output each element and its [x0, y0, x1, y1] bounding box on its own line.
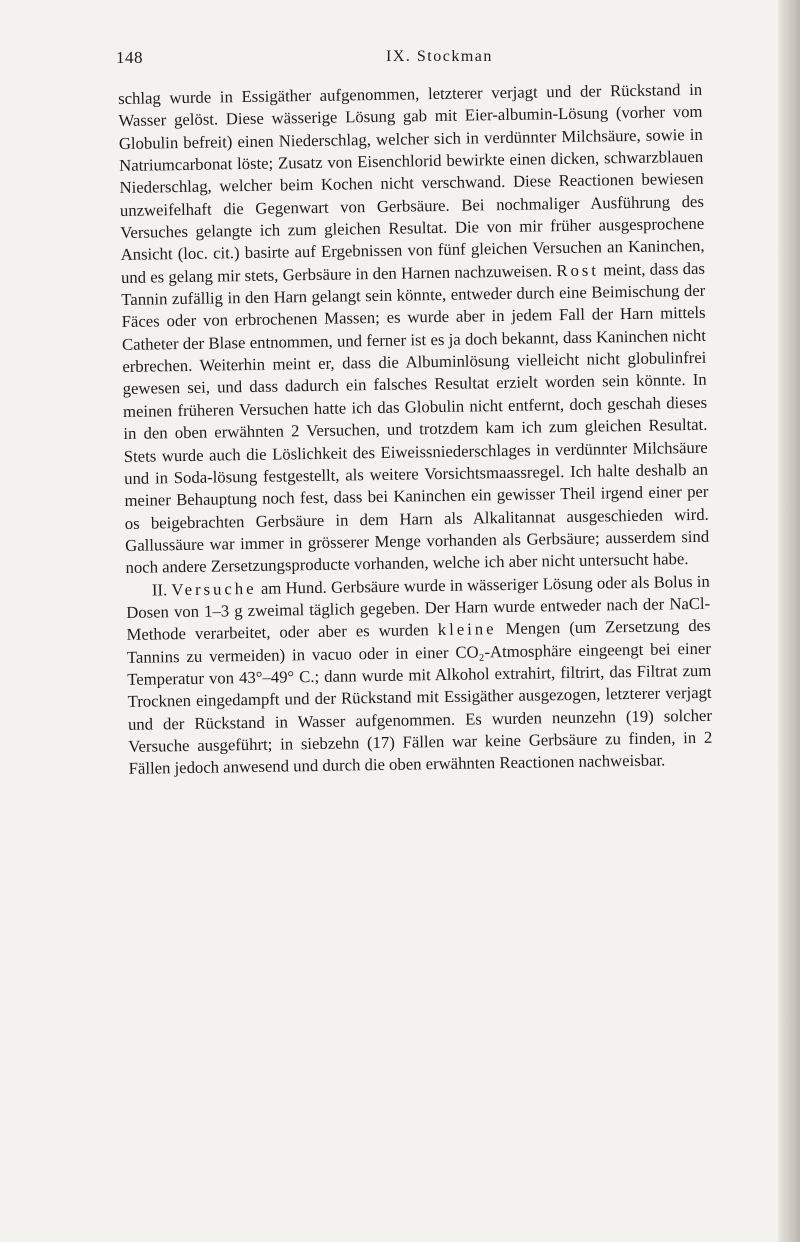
section-numeral: II. [151, 579, 172, 600]
author-name-rost: Rost [556, 260, 600, 280]
page-header [116, 48, 736, 74]
section-heading-versuche: Versuche [171, 578, 257, 599]
text-segment: Mengen (um Zersetzung des Tannins zu vermeiden) in vacuo oder in einer CO₂-Atmosphäre eingeengt bei einer Temperatur von 43°–49° C.; dann wurde mit Alkohol extrahirt, filtrirt, das Filtrat zum Trocknen eingedampft und der Rückstand mit Essigäther ausgezogen, letzterer verjagt und der Rückstand in Wasser aufgenommen. Es wurden neunzehn (19) solcher Versuche ausgeführt; in siebzehn (17) Fällen war keine Gerbsäure zu finden, in 2 Fällen jedoch anwesend und durch die oben erwähnten Reactionen nachweisbar. [126, 616, 713, 779]
text-segment: meint, dass das Tannin zufällig in den Harn gelangt sein könnte, entweder durch eine Beimischung der Fäces oder von erbrochenen Massen; es wurde aber in jedem Fall der Harn mittels Catheter der Blase entnommen, und ferner ist es ja doch bekannt, dass Kaninchen nicht erbrechen. Weiterhin meint er, dass die Albuminlösung vielleicht nicht globulinfrei gewesen sei, und dass dadurch ein falsches Resultat erzielt worden sein könnte. In meinen früheren Versuchen hatte ich das Globulin nicht entfernt, doch geschah dieses in den oben erwähnten 2 Versuchen, und trotzdem kam ich zum gleichen Resultat. Stets wurde auch die Löslichkeit des Eiweissniederschlages in verdünnter Milchsäure und in Soda-lösung festgestellt, als weitere Vorsichtsmaassregel. Ich halte deshalb an meiner Behauptung noch fest, dass bei Kaninchen ein gewisser Theil irgend einer per os beigebrachten Gerbsäure in dem Harn als Alkalitannat ausgeschieden wird. Gallussäure war immer in grösserer Menge vorhanden als Gerbsäure; ausserdem sind noch andere Zersetzungsproducte vorhanden, welche ich aber nicht untersucht habe. [121, 258, 710, 578]
paragraph-rost-rebuttal [118, 79, 710, 580]
page-edge-shadow [778, 0, 800, 1242]
paragraph-dog-experiments [126, 570, 713, 780]
text-segment: schlag wurde in Essigäther aufgenommen, letzterer verjagt und der Rückstand in Wasser gelöst. Diese wässerige Lösung gab mit Eier-albumin-Lösung (vorher vom Globulin befreit) einen Niederschlag, welcher sich in verdünnter Milchsäure, sowie in Natriumcarbonat löste; Zusatz von Eisenchlorid bewirkte einen dicken, schwarzblauen Niederschlag, welcher beim Kochen nicht verschwand. Diese Reactionen bewiesen unzweifelhaft die Gegenwart von Gerbsäure. Bei nochmaliger Ausführung des Versuches gelangte ich zum gleichen Resultat. Die von mir früher ausgesprochene Ansicht (loc. cit.) basirte auf Ergebnissen von fünf gleichen Versuchen an Kaninchen, und es gelang mir stets, Gerbsäure in den Harnen nachzuweisen. [118, 79, 705, 287]
emphasis-kleine: kleine [437, 619, 497, 640]
text-segment: am Hund. Gerbsäure wurde in wässeriger Lösung oder als Bolus in Dosen von 1–3 g zweimal täglich gegeben. Der Harn wurde entweder nach der NaCl-Methode verarbeitet, oder aber es wurden [126, 571, 711, 645]
running-head: IX. Stockman [386, 48, 493, 65]
body-text [118, 79, 713, 781]
page-number: 148 [116, 48, 143, 67]
